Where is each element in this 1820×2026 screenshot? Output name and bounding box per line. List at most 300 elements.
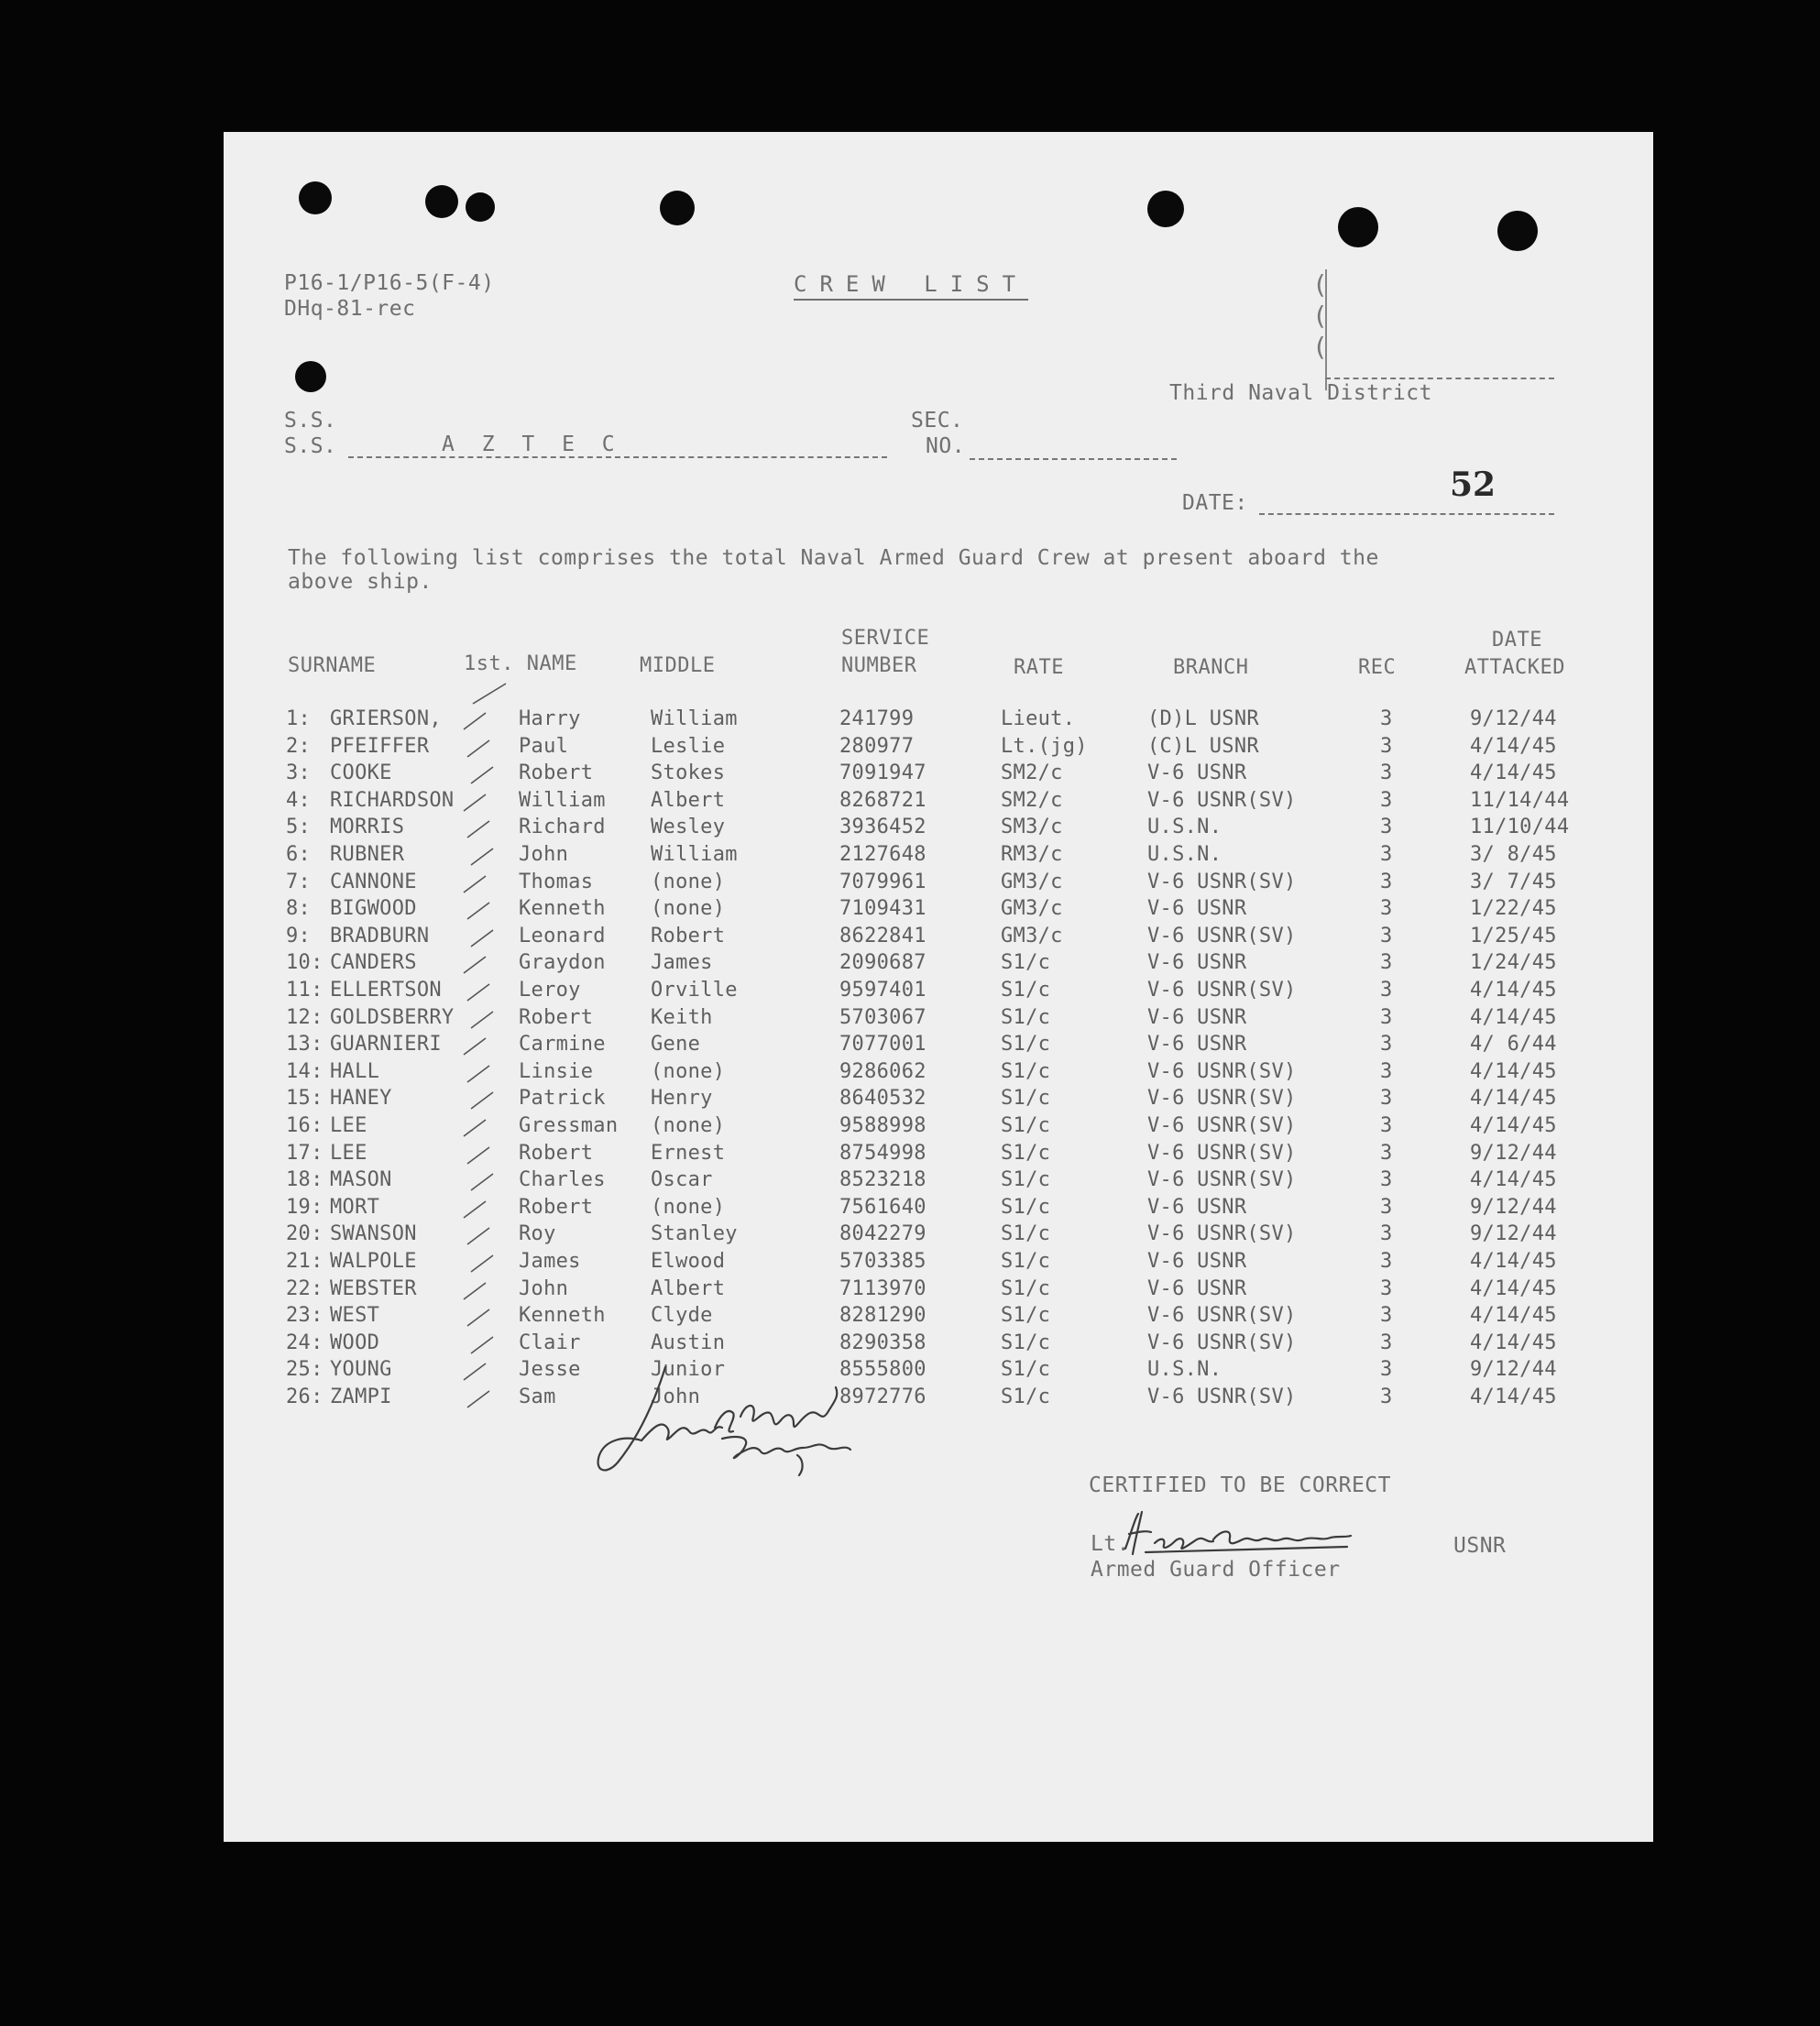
rate-cell: S1/c [1001, 1304, 1051, 1328]
column-date-bottom: ATTACKED [1464, 656, 1565, 679]
branch-cell: V-6 USNR [1147, 951, 1247, 975]
surname-cell: CANNONE [330, 870, 417, 893]
middle-name-cell: Albert [651, 1276, 726, 1300]
table-row [224, 816, 1653, 842]
column-service-bottom: NUMBER [841, 654, 917, 677]
service-number-cell: 241799 [839, 707, 915, 730]
table-row [224, 1196, 1653, 1222]
punch-hole-icon [1147, 191, 1184, 227]
row-number: 1: [286, 707, 312, 730]
surname-cell: HANEY [330, 1087, 392, 1111]
first-name-cell: James [519, 1250, 581, 1273]
officer-signature [1118, 1506, 1356, 1561]
date-attached-cell: 4/ 6/44 [1470, 1033, 1557, 1057]
rate-cell: S1/c [1001, 1141, 1051, 1165]
row-number: 7: [286, 870, 312, 893]
rate-cell: SM2/c [1001, 788, 1063, 812]
rec-cell: 3 [1380, 1250, 1393, 1273]
service-number-cell: 3936452 [839, 816, 926, 839]
middle-name-cell: Wesley [651, 816, 726, 839]
middle-name-cell: William [651, 843, 738, 866]
row-number: 13: [286, 1033, 323, 1057]
service-number-cell: 7091947 [839, 761, 926, 785]
first-name-cell: Kenneth [519, 897, 606, 921]
service-number-cell: 8754998 [839, 1141, 926, 1165]
rate-cell: S1/c [1001, 1331, 1051, 1354]
branch-cell: V-6 USNR(SV) [1147, 1114, 1297, 1137]
rec-cell: 3 [1380, 870, 1393, 893]
rate-cell: Lieut. [1001, 707, 1076, 730]
middle-name-cell: Austin [651, 1331, 726, 1354]
service-number-cell: 5703067 [839, 1005, 926, 1029]
date-attached-cell: 9/12/44 [1470, 1195, 1557, 1219]
surname-cell: LEE [330, 1141, 367, 1165]
date-attached-cell: 11/10/44 [1470, 816, 1570, 839]
first-name-cell: Harry [519, 707, 581, 730]
first-name-cell: Leonard [519, 924, 606, 947]
no-label: NO. [926, 434, 966, 458]
stamp-bracket: ( [1312, 269, 1328, 300]
service-number-cell: 7561640 [839, 1195, 926, 1219]
row-number: 26: [286, 1385, 323, 1408]
table-row [224, 761, 1653, 788]
date-attached-cell: 4/14/45 [1470, 734, 1557, 758]
column-middle: MIDDLE [640, 654, 716, 677]
surname-cell: ELLERTSON [330, 979, 442, 1002]
row-number: 14: [286, 1059, 323, 1083]
branch-cell: V-6 USNR(SV) [1147, 1168, 1297, 1192]
check-mark-icon [466, 1224, 493, 1246]
branch-cell: V-6 USNR [1147, 761, 1247, 785]
first-name-cell: Charles [519, 1168, 606, 1192]
rate-cell: GM3/c [1001, 870, 1063, 893]
date-attached-cell: 3/ 8/45 [1470, 843, 1557, 866]
service-number-cell: 280977 [839, 734, 915, 758]
row-number: 19: [286, 1195, 323, 1219]
middle-name-cell: Keith [651, 1005, 713, 1029]
sec-no-line [970, 458, 1177, 460]
table-row [224, 1222, 1653, 1249]
check-mark-icon [462, 1116, 489, 1138]
date-attached-cell: 3/ 7/45 [1470, 870, 1557, 893]
table-row [224, 1385, 1653, 1412]
middle-name-cell: Stokes [651, 761, 726, 785]
service-number-cell: 9286062 [839, 1059, 926, 1083]
branch-cell: V-6 USNR [1147, 1005, 1247, 1029]
row-number: 17: [286, 1141, 323, 1165]
column-rec: REC [1358, 656, 1397, 679]
middle-name-cell: (none) [651, 1195, 726, 1219]
check-mark-icon [462, 953, 489, 975]
first-name-cell: Kenneth [519, 1304, 606, 1328]
date-attached-cell: 9/12/44 [1470, 707, 1557, 730]
check-mark-icon [466, 1387, 493, 1409]
check-mark-icon [469, 1252, 497, 1274]
table-row [224, 789, 1653, 816]
service-number-cell: 8972776 [839, 1385, 926, 1408]
service-number-cell: 7109431 [839, 897, 926, 921]
ship-name: A Z T E C [442, 433, 622, 456]
surname-cell: ZAMPI [330, 1385, 392, 1408]
table-row [224, 979, 1653, 1005]
branch-cell: (C)L USNR [1147, 734, 1259, 758]
stamp-bracket: ( [1312, 332, 1328, 362]
surname-cell: PFEIFFER [330, 734, 430, 758]
branch-cell: V-6 USNR(SV) [1147, 1141, 1297, 1165]
surname-cell: COOKE [330, 761, 392, 785]
rec-cell: 3 [1380, 1304, 1393, 1328]
date-attached-cell: 4/14/45 [1470, 1250, 1557, 1273]
service-number-cell: 8523218 [839, 1168, 926, 1192]
rec-cell: 3 [1380, 1358, 1393, 1382]
check-mark-icon [471, 682, 508, 706]
service-number-cell: 2127648 [839, 843, 926, 866]
service-number-cell: 8640532 [839, 1087, 926, 1111]
row-number: 18: [286, 1168, 323, 1192]
service-number-cell: 8290358 [839, 1331, 926, 1354]
rate-cell: SM2/c [1001, 761, 1063, 785]
table-row [224, 1168, 1653, 1195]
stamp-bracket: ( [1312, 301, 1328, 331]
surname-cell: YOUNG [330, 1358, 392, 1382]
rec-cell: 3 [1380, 761, 1393, 785]
rec-cell: 3 [1380, 1033, 1393, 1057]
first-name-cell: Jesse [519, 1358, 581, 1382]
punch-hole-icon [1338, 207, 1378, 247]
service-number-cell: 5703385 [839, 1250, 926, 1273]
branch-cell: V-6 USNR [1147, 1250, 1247, 1273]
rec-cell: 3 [1380, 897, 1393, 921]
surname-cell: CANDERS [330, 951, 417, 975]
date-attached-cell: 4/14/45 [1470, 1304, 1557, 1328]
middle-name-cell: Albert [651, 788, 726, 812]
rate-cell: S1/c [1001, 1114, 1051, 1137]
rate-cell: S1/c [1001, 1033, 1051, 1057]
page-number: 52 [1450, 465, 1497, 504]
first-name-cell: Leroy [519, 979, 581, 1002]
branch-cell: V-6 USNR(SV) [1147, 1222, 1297, 1246]
branch-cell: V-6 USNR(SV) [1147, 924, 1297, 947]
rec-cell: 3 [1380, 1222, 1393, 1246]
sec-label: SEC. [911, 409, 964, 433]
row-number: 6: [286, 843, 312, 866]
table-row [224, 897, 1653, 924]
ss-label: S.S. [284, 434, 337, 458]
row-number: 24: [286, 1331, 323, 1354]
column-surname: SURNAME [288, 654, 377, 677]
surname-cell: GRIERSON, [330, 707, 442, 730]
surname-cell: MASON [330, 1168, 392, 1192]
check-mark-icon [466, 1144, 493, 1166]
table-row [224, 735, 1653, 761]
date-attached-cell: 9/12/44 [1470, 1358, 1557, 1382]
rec-cell: 3 [1380, 1114, 1393, 1137]
table-row [224, 1304, 1653, 1331]
service-number-cell: 7079961 [839, 870, 926, 893]
officer-prefix: Lt. [1091, 1532, 1131, 1556]
branch-cell: V-6 USNR(SV) [1147, 1331, 1297, 1354]
check-mark-icon [469, 763, 497, 785]
rate-cell: S1/c [1001, 1168, 1051, 1192]
rate-cell: SM3/c [1001, 816, 1063, 839]
middle-name-cell: Robert [651, 924, 726, 947]
first-name-cell: John [519, 1276, 569, 1300]
check-mark-icon [469, 1170, 497, 1192]
table-row [224, 951, 1653, 978]
middle-name-cell: Stanley [651, 1222, 738, 1246]
column-rate: RATE [1014, 656, 1064, 679]
branch-cell: U.S.N. [1147, 843, 1222, 866]
surname-cell: LEE [330, 1114, 367, 1137]
punch-hole-icon [295, 361, 326, 392]
check-mark-icon [462, 872, 489, 894]
date-attached-cell: 4/14/45 [1470, 1114, 1557, 1137]
middle-name-cell: James [651, 951, 713, 975]
surname-cell: SWANSON [330, 1222, 417, 1246]
rec-cell: 3 [1380, 1195, 1393, 1219]
rec-cell: 3 [1380, 816, 1393, 839]
middle-name-cell: Leslie [651, 734, 726, 758]
inspector-signature [554, 1360, 883, 1479]
table-row [224, 1006, 1653, 1033]
rec-cell: 3 [1380, 951, 1393, 975]
first-name-cell: Robert [519, 1005, 594, 1029]
table-row [224, 1060, 1653, 1087]
row-number: 9: [286, 924, 312, 947]
first-name-cell: Sam [519, 1385, 556, 1408]
middle-name-cell: Ernest [651, 1141, 726, 1165]
date-attached-cell: 4/14/45 [1470, 1168, 1557, 1192]
surname-cell: RICHARDSON [330, 788, 455, 812]
date-attached-cell: 11/14/44 [1470, 788, 1570, 812]
first-name-cell: Gressman [519, 1114, 619, 1137]
intro-line-2: above ship. [288, 570, 433, 594]
officer-title: Armed Guard Officer [1091, 1558, 1341, 1582]
rate-cell: RM3/c [1001, 843, 1063, 866]
table-row [224, 1250, 1653, 1276]
table-row [224, 1358, 1653, 1385]
service-number-cell: 8622841 [839, 924, 926, 947]
rate-cell: S1/c [1001, 979, 1051, 1002]
rec-cell: 3 [1380, 734, 1393, 758]
check-mark-icon [466, 980, 493, 1002]
surname-cell: WEST [330, 1304, 380, 1328]
middle-name-cell: Oscar [651, 1168, 713, 1192]
service-number-cell: 9597401 [839, 979, 926, 1002]
check-mark-icon [469, 1008, 497, 1030]
table-row [224, 1114, 1653, 1141]
rec-cell: 3 [1380, 1141, 1393, 1165]
officer-suffix: USNR [1453, 1534, 1507, 1558]
row-number: 16: [286, 1114, 323, 1137]
middle-name-cell: Gene [651, 1033, 701, 1057]
rec-cell: 3 [1380, 1005, 1393, 1029]
certified-text: CERTIFIED TO BE CORRECT [1089, 1473, 1391, 1497]
rate-cell: GM3/c [1001, 924, 1063, 947]
column-date-top: DATE [1492, 629, 1542, 652]
table-row [224, 925, 1653, 951]
rate-cell: S1/c [1001, 1385, 1051, 1408]
row-number: 3: [286, 761, 312, 785]
first-name-cell: William [519, 788, 606, 812]
check-mark-icon [462, 709, 489, 731]
middle-name-cell: (none) [651, 870, 726, 893]
date-attached-cell: 1/24/45 [1470, 951, 1557, 975]
first-name-cell: Robert [519, 1141, 594, 1165]
middle-name-cell: Clyde [651, 1304, 713, 1328]
date-attached-cell: 4/14/45 [1470, 1005, 1557, 1029]
rate-cell: S1/c [1001, 1087, 1051, 1111]
check-mark-icon [466, 817, 493, 839]
table-row [224, 1142, 1653, 1168]
intro-line-1: The following list comprises the total Naval Armed Guard Crew at present aboard the [288, 546, 1379, 570]
rec-cell: 3 [1380, 788, 1393, 812]
branch-cell: V-6 USNR(SV) [1147, 1385, 1297, 1408]
date-attached-cell: 9/12/44 [1470, 1222, 1557, 1246]
rec-cell: 3 [1380, 924, 1393, 947]
rate-cell: S1/c [1001, 1059, 1051, 1083]
branch-cell: V-6 USNR(SV) [1147, 979, 1297, 1002]
surname-cell: BRADBURN [330, 924, 430, 947]
rate-cell: S1/c [1001, 951, 1051, 975]
rec-cell: 3 [1380, 1385, 1393, 1408]
table-row [224, 1087, 1653, 1113]
rate-cell: S1/c [1001, 1276, 1051, 1300]
branch-cell: V-6 USNR [1147, 1276, 1247, 1300]
row-number: 4: [286, 788, 312, 812]
check-mark-icon [462, 1360, 489, 1382]
middle-name-cell: (none) [651, 897, 726, 921]
first-name-cell: John [519, 843, 569, 866]
branch-cell: (D)L USNR [1147, 707, 1259, 730]
middle-name-cell: Elwood [651, 1250, 726, 1273]
check-mark-icon [469, 1089, 497, 1111]
ship-name-line [348, 456, 887, 458]
rec-cell: 3 [1380, 1331, 1393, 1354]
branch-cell: V-6 USNR(SV) [1147, 788, 1297, 812]
surname-cell: WEBSTER [330, 1276, 417, 1300]
first-name-cell: Richard [519, 816, 606, 839]
row-number: 8: [286, 897, 312, 921]
row-number: 21: [286, 1250, 323, 1273]
service-number-cell: 8268721 [839, 788, 926, 812]
surname-cell: WOOD [330, 1331, 380, 1354]
date-line [1259, 513, 1554, 515]
punch-hole-icon [425, 185, 458, 218]
punch-hole-icon [660, 191, 695, 225]
file-code: P16-1/P16-5(F-4) [284, 271, 495, 295]
date-attached-cell: 4/14/45 [1470, 1276, 1557, 1300]
first-name-cell: Thomas [519, 870, 594, 893]
surname-cell: HALL [330, 1059, 380, 1083]
date-attached-cell: 4/14/45 [1470, 1059, 1557, 1083]
district-label: Third Naval District [1169, 381, 1432, 405]
table-row [224, 707, 1653, 734]
first-name-cell: Clair [519, 1331, 581, 1354]
document-title: CREW LIST [794, 271, 1029, 297]
table-row [224, 1277, 1653, 1304]
rec-cell: 3 [1380, 979, 1393, 1002]
rec-cell: 3 [1380, 1087, 1393, 1111]
rec-cell: 3 [1380, 1168, 1393, 1192]
branch-cell: V-6 USNR [1147, 1033, 1247, 1057]
check-mark-icon [462, 1279, 489, 1301]
row-number: 25: [286, 1358, 323, 1382]
stamp-box-bottom [1325, 378, 1554, 379]
first-name-cell: Roy [519, 1222, 556, 1246]
ss-label-top: S.S. [284, 409, 337, 433]
check-mark-icon [469, 1333, 497, 1355]
rec-cell: 3 [1380, 1059, 1393, 1083]
row-number: 12: [286, 1005, 323, 1029]
check-mark-icon [466, 899, 493, 921]
rate-cell: S1/c [1001, 1250, 1051, 1273]
branch-cell: V-6 USNR [1147, 897, 1247, 921]
check-mark-icon [466, 1306, 493, 1328]
date-attached-cell: 4/14/45 [1470, 1385, 1557, 1408]
surname-cell: BIGWOOD [330, 897, 417, 921]
row-number: 10: [286, 951, 323, 975]
table-row [224, 1033, 1653, 1059]
branch-cell: V-6 USNR [1147, 1195, 1247, 1219]
check-mark-icon [462, 791, 489, 813]
rate-cell: S1/c [1001, 1222, 1051, 1246]
service-number-cell: 9588998 [839, 1114, 926, 1137]
middle-name-cell: Orville [651, 979, 738, 1002]
check-mark-icon [466, 737, 493, 759]
rate-cell: GM3/c [1001, 897, 1063, 921]
date-attached-cell: 1/22/45 [1470, 897, 1557, 921]
row-number: 23: [286, 1304, 323, 1328]
middle-name-cell: Henry [651, 1087, 713, 1111]
rate-cell: S1/c [1001, 1358, 1051, 1382]
branch-cell: V-6 USNR(SV) [1147, 870, 1297, 893]
service-number-cell: 8555800 [839, 1358, 926, 1382]
row-number: 20: [286, 1222, 323, 1246]
first-name-cell: Linsie [519, 1059, 594, 1083]
surname-cell: RUBNER [330, 843, 405, 866]
date-attached-cell: 4/14/45 [1470, 979, 1557, 1002]
column-first-name: 1st. NAME [464, 652, 577, 675]
first-name-cell: Robert [519, 1195, 594, 1219]
date-attached-cell: 9/12/44 [1470, 1141, 1557, 1165]
column-branch: BRANCH [1173, 656, 1249, 679]
middle-name-cell: (none) [651, 1114, 726, 1137]
rec-cell: 3 [1380, 843, 1393, 866]
table-row [224, 871, 1653, 897]
sub-code: DHq-81-rec [284, 297, 416, 321]
date-label: DATE: [1182, 491, 1248, 515]
surname-cell: GOLDSBERRY [330, 1005, 455, 1029]
surname-cell: MORT [330, 1195, 380, 1219]
service-number-cell: 8281290 [839, 1304, 926, 1328]
rate-cell: Lt.(jg) [1001, 734, 1088, 758]
row-number: 5: [286, 816, 312, 839]
first-name-cell: Robert [519, 761, 594, 785]
crew-list-document [224, 132, 1653, 1842]
rate-cell: S1/c [1001, 1005, 1051, 1029]
service-number-cell: 7077001 [839, 1033, 926, 1057]
row-number: 11: [286, 979, 323, 1002]
middle-name-cell: Junior [651, 1358, 726, 1382]
service-number-cell: 8042279 [839, 1222, 926, 1246]
row-number: 15: [286, 1087, 323, 1111]
middle-name-cell: John [651, 1385, 701, 1408]
check-mark-icon [469, 845, 497, 867]
middle-name-cell: (none) [651, 1059, 726, 1083]
branch-cell: U.S.N. [1147, 816, 1222, 839]
check-mark-icon [462, 1198, 489, 1220]
